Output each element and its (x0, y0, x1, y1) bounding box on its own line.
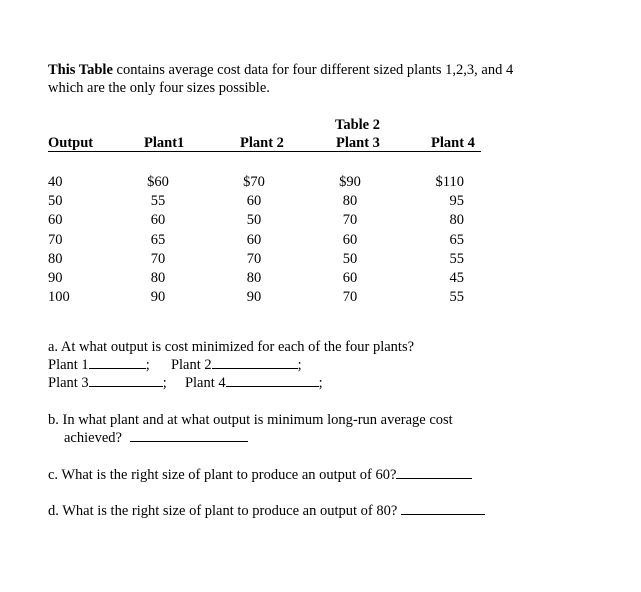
table-cell: 45 (449, 269, 464, 286)
table-cell: 60 (48, 212, 63, 229)
semicolon: ; (297, 357, 302, 373)
table-cell: $60 (147, 174, 169, 190)
question-d (48, 502, 485, 520)
question-b-line1: b. In what plant and at what output is minimum long-run average cost (48, 412, 453, 428)
table-cell: 50 (342, 250, 358, 267)
table-cell: 55 (449, 250, 464, 267)
table-cell: 90 (150, 289, 166, 306)
table-cell: $90 (339, 174, 361, 190)
plant2-column (234, 173, 274, 307)
plant4-answer-blank[interactable] (226, 374, 319, 387)
table-cell: 60 (246, 193, 262, 210)
header-plant1: Plant1 (144, 135, 185, 151)
plant4-column (420, 173, 464, 307)
semicolon: ; (162, 375, 167, 391)
header-rule (48, 151, 481, 152)
question-c (48, 466, 472, 484)
table-cell: 55 (150, 193, 166, 210)
table-cell: 60 (342, 231, 358, 248)
plant3-column (330, 173, 370, 307)
table-cell: 60 (246, 231, 262, 248)
question-b-line2 (64, 429, 248, 447)
table-cell: 65 (449, 231, 464, 248)
plant1-column (138, 173, 178, 307)
plant3-answer-blank[interactable] (89, 374, 163, 387)
table-cell: 80 (150, 269, 166, 286)
intro-text-1: contains average cost data for four different sized plants 1,2,3, and 4 (112, 62, 514, 78)
table-cell: 65 (150, 231, 166, 248)
table-cell: 90 (246, 289, 262, 306)
intro-bold-lead: This Table (48, 62, 113, 78)
plant3-label: Plant 3 (48, 375, 89, 391)
table-cell: 95 (449, 193, 464, 210)
table-cell: 80 (449, 212, 464, 229)
question-a-row1 (48, 356, 302, 374)
question-b-answer-blank[interactable] (130, 429, 248, 442)
plant2-label: Plant 2 (170, 357, 212, 373)
plant2-answer-blank[interactable] (212, 356, 298, 369)
question-d-answer-blank[interactable] (401, 502, 485, 515)
table-cell: $110 (435, 174, 464, 190)
intro-line-1 (48, 61, 608, 79)
question-c-answer-blank[interactable] (396, 466, 472, 479)
table-cell: 70 (342, 212, 358, 229)
table-cell: 60 (150, 212, 166, 229)
table-cell: $70 (243, 174, 265, 190)
table-cell: 100 (48, 289, 70, 306)
question-c-text: c. What is the right size of plant to produce an output of 60? (48, 467, 397, 483)
header-output: Output (48, 135, 94, 151)
header-plant2: Plant 2 (240, 135, 284, 151)
table-cell: 80 (246, 269, 262, 286)
table-cell: 70 (246, 250, 262, 267)
question-a-row2 (48, 374, 323, 392)
table-cell: 55 (449, 289, 464, 306)
semicolon: ; (145, 357, 150, 373)
header-plant4: Plant 4 (431, 135, 475, 151)
question-b-achieved: achieved? (64, 430, 122, 446)
table-cell: 70 (48, 231, 63, 248)
table-cell: 40 (48, 174, 63, 190)
table-cell: 50 (246, 212, 262, 229)
intro-paragraph (48, 61, 608, 97)
question-a: a. At what output is cost minimized for each of the four plants? (48, 339, 415, 355)
plant4-label: Plant 4 (184, 375, 226, 391)
question-d-text: d. What is the right size of plant to produce an output of 80? (48, 503, 398, 519)
table-cell: 80 (48, 250, 63, 267)
intro-line-2: which are the only four sizes possible. (48, 80, 270, 96)
semicolon: ; (318, 375, 323, 391)
plant1-label: Plant 1 (48, 357, 89, 373)
table-cell: 80 (342, 193, 358, 210)
table-cell: 90 (48, 269, 63, 286)
table-title: Table 2 (335, 117, 380, 133)
table-cell: 70 (342, 289, 358, 306)
table-cell: 70 (150, 250, 166, 267)
plant1-answer-blank[interactable] (89, 356, 146, 369)
table-cell: 50 (48, 193, 63, 210)
header-plant3: Plant 3 (336, 135, 380, 151)
table-cell: 60 (342, 269, 358, 286)
output-column (48, 173, 88, 307)
